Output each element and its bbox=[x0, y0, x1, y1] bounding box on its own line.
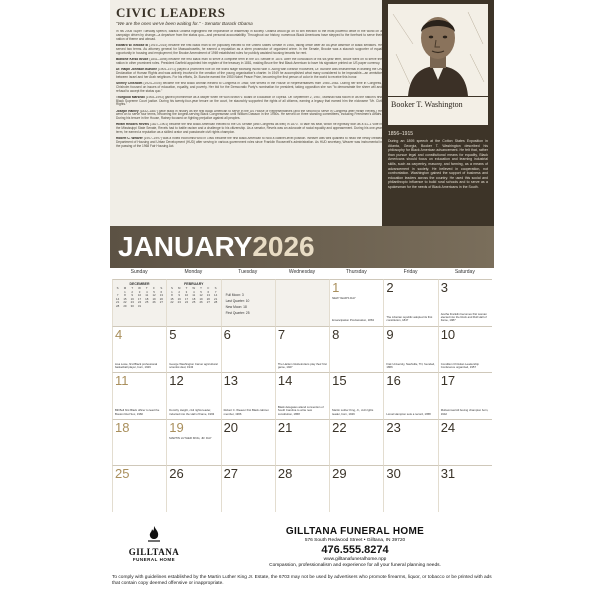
logo-subtitle: FUNERAL HOME bbox=[132, 557, 176, 562]
day-number: 15 bbox=[332, 373, 347, 389]
day-number: 10 bbox=[440, 326, 456, 342]
empty-day-cell bbox=[221, 279, 275, 326]
mini-dec-calendar bbox=[114, 282, 165, 309]
day-number: 30 bbox=[386, 466, 401, 482]
paragraph-leader-name: Robert C. Weaver bbox=[116, 137, 143, 141]
bio-name: Booker T. Washington bbox=[388, 97, 488, 125]
day-cell[interactable] bbox=[383, 419, 437, 466]
day-number: 25 bbox=[115, 466, 130, 482]
day-cell[interactable] bbox=[438, 465, 492, 512]
article-paragraph bbox=[116, 137, 382, 149]
day-cell[interactable] bbox=[166, 419, 220, 466]
mini-calendar-day bbox=[150, 305, 157, 309]
paragraph-leader-name: Shirley Chisholm bbox=[116, 81, 143, 85]
day-cell[interactable] bbox=[438, 419, 492, 466]
paragraph-text: (1908–1993) gained prominence as a lawyer when he won Brown v. Board of Education of Topeka. On September 2, 1967, Marshall was sworn in as the nation's first Black Supreme Court justice. During his twenty-four-year tenure on the court, he staunchly supported the rights of all citizens, earning a legacy that earned him the nickname "Mr. Civil Rights." bbox=[116, 95, 382, 107]
empty-day-cell bbox=[275, 279, 329, 326]
mini-calendar-weekday: S bbox=[160, 286, 163, 290]
day-cell[interactable] bbox=[275, 372, 329, 419]
paragraph-text: (1907–1997) was a noted economist who in 1966 became the first Black American to hold a cabinet-level position. Weaver was well qualified to head the newly created Department of Housing and Urban Development (HUD) after serving in various government roles since Franklin Roosevelt's administration. As HUD secretary, Weaver was instrumental in the passing of the 1968 Fair Housing Act. bbox=[116, 137, 382, 149]
mini-calendar-day: 23 bbox=[177, 300, 181, 305]
day-number: 26 bbox=[169, 466, 184, 482]
paragraph-leader-name: Joseph Rainey bbox=[116, 109, 139, 113]
moon-phases bbox=[226, 292, 250, 316]
sponsor-phone[interactable]: 476.555.8274 bbox=[321, 544, 389, 556]
logo-name: GILLTANA bbox=[128, 547, 180, 557]
mini-calendar-day: 8 bbox=[171, 293, 173, 298]
day-number: 16 bbox=[386, 373, 401, 389]
mini-calendar-day: 22 bbox=[123, 300, 127, 305]
mini-calendar-day: 23 bbox=[130, 300, 134, 305]
sponsor-website[interactable]: www.gilltanafuneralhome.npp bbox=[323, 557, 387, 562]
sponsor-logo bbox=[122, 526, 186, 566]
day-number: 12 bbox=[169, 373, 184, 389]
article-paragraph bbox=[116, 82, 382, 94]
mini-calendar-day: 10 bbox=[137, 293, 142, 298]
day-cell[interactable] bbox=[275, 465, 329, 512]
month-banner bbox=[110, 226, 494, 268]
article-title: CIVIC LEADERS bbox=[116, 5, 226, 20]
day-number: 1 bbox=[332, 280, 340, 295]
day-cell[interactable] bbox=[275, 326, 329, 373]
paragraph-text: (1924–2005) became the first Black woman elected to Congress in 1968; she served in the House of Representatives from 1969–1983. During her time in Congress, Chisholm focused on issues of education, equality, and poverty. Her bid for the Democratic Party's nomination for president, taking opposition she ran "to demonstrate the sheer will and refusal to accept the status quo." bbox=[116, 81, 382, 93]
mini-calendar-weekday: S bbox=[214, 286, 217, 290]
mini-calendar-day: 21 bbox=[214, 296, 218, 301]
day-note: Fisk University, Nashville, TN, founded, 1866 bbox=[386, 361, 435, 369]
mini-calendar-day: 8 bbox=[124, 293, 126, 298]
empty-day-cell bbox=[112, 279, 166, 326]
day-number: 14 bbox=[277, 373, 293, 389]
disclaimer-text: To comply with guidelines established by the Martin Luther King Jr. Estate, the 6703 may not be used by advertisers who promote firearms, liquor, or tobacco or be printed with ads that contain copy deemed offensive or inappropriate. bbox=[112, 575, 492, 587]
day-note: George Washington Carver agricultural scientist died, 1943 bbox=[169, 361, 218, 369]
mini-calendar-day: 3 bbox=[138, 289, 141, 294]
mini-calendar-weekday: W bbox=[138, 286, 141, 290]
mini-calendar-day: 18 bbox=[192, 296, 196, 301]
moon-phase: First Quarter: 25 bbox=[225, 311, 250, 315]
day-cell[interactable] bbox=[438, 279, 492, 326]
mini-calendar-day: 13 bbox=[159, 293, 163, 298]
sponsor-footer bbox=[110, 514, 494, 574]
moon-phase: New Moon: 18 bbox=[225, 305, 247, 309]
day-note: Condition Christian Leadership Conference organized, 1957 bbox=[440, 361, 479, 369]
day-number: 21 bbox=[277, 419, 293, 435]
mini-calendar-day: 6 bbox=[160, 289, 163, 294]
mini-feb-calendar bbox=[168, 282, 219, 305]
mini-calendar-day: 15 bbox=[123, 296, 127, 301]
mini-calendar-weekday: T bbox=[200, 286, 202, 290]
day-number: 3 bbox=[440, 280, 448, 295]
mini-calendar-weekday: S bbox=[170, 286, 173, 290]
day-note: Muhammad Ali boxing champion born, 1942 bbox=[440, 408, 489, 416]
day-cell[interactable] bbox=[329, 465, 383, 512]
sponsor-name: GILLTANA FUNERAL HOME bbox=[285, 526, 425, 537]
holiday-label: MARTIN LUTHER KING, JR. DAY bbox=[169, 435, 212, 440]
day-cell[interactable] bbox=[383, 372, 437, 419]
mini-calendar-day: 20 bbox=[159, 296, 163, 301]
day-cell[interactable] bbox=[221, 326, 275, 373]
moon-phase: Full Moon: 3 bbox=[225, 293, 244, 297]
mini-calendar-weekday: F bbox=[207, 286, 210, 290]
weekday-wednesday: Wednesday bbox=[288, 269, 316, 275]
month-title bbox=[118, 231, 315, 263]
day-number: 29 bbox=[332, 466, 347, 482]
day-cell[interactable] bbox=[275, 419, 329, 466]
day-number: 8 bbox=[332, 326, 340, 342]
weekday-tuesday: Tuesday bbox=[238, 269, 258, 275]
mini-calendar-day: 19 bbox=[152, 296, 156, 301]
mini-calendar-day: 24 bbox=[184, 300, 189, 305]
mini-calendar-day: 17 bbox=[184, 296, 189, 301]
day-number: 24 bbox=[440, 419, 456, 435]
mini-calendar-day: 31 bbox=[137, 303, 142, 308]
mini-calendar-day: 7 bbox=[116, 293, 119, 298]
empty-day-cell bbox=[166, 279, 220, 326]
mini-calendar-day: 22 bbox=[170, 300, 174, 305]
day-number: 19 bbox=[169, 419, 184, 435]
flame-icon bbox=[147, 526, 161, 542]
paragraph-text: (1841–1898) became the first Black man to serve a complete term in the US Senate in 1875. After the conclusion of his six-year term, Bruce went on to serve the nation in other prominent roles. President Garfield appointed him register of the treasury in 1881, making Bruce the first Black American to have his signature printed on US paper currency. bbox=[116, 57, 382, 65]
day-number: 27 bbox=[223, 466, 239, 482]
paragraph-leader-name: Hiram Rhodes Revels bbox=[116, 123, 150, 127]
mini-calendar-day: 16 bbox=[130, 296, 134, 301]
article-paragraph bbox=[116, 123, 382, 135]
bio-years: 1856–1915 bbox=[388, 131, 414, 137]
mini-calendar-day: 26 bbox=[152, 300, 156, 305]
day-cell[interactable] bbox=[383, 465, 437, 512]
day-cell[interactable] bbox=[221, 419, 275, 466]
mini-calendar-day: 24 bbox=[137, 300, 142, 305]
mini-calendar-day: 6 bbox=[207, 289, 210, 294]
mini-calendar-day: 16 bbox=[177, 296, 181, 301]
day-cell[interactable] bbox=[438, 326, 492, 373]
article-paragraph bbox=[116, 96, 382, 108]
mini-calendar-day: 28 bbox=[116, 303, 120, 308]
article-paragraph bbox=[116, 30, 382, 42]
month-name: JANUARY bbox=[118, 231, 253, 262]
day-note: Dorothy Height, civil rights leader, inducted into the Hall of Fame, 1993 bbox=[169, 408, 215, 416]
mini-calendar-day: 5 bbox=[153, 289, 155, 294]
day-cell[interactable] bbox=[383, 326, 437, 373]
mini-calendar-day: 3 bbox=[185, 289, 188, 294]
paragraph-text: (1904–1971) played a prominent role on the world stage following World War II. Along with Eleanor Roosevelt, Dr. Bunche was instrumental in drafting the UN Declaration of Human Rights and was actively involved in the creation of the young organization's charter. In 1949 he accomplished what many considered to be impossible—an armistice between Israel and her Arab neighbors. For his efforts, Dr. Bunche earned the 1950 Nobel Peace Prize, becoming the first person of color in the world to receive this honor. bbox=[116, 67, 382, 79]
mini-calendar-day: 21 bbox=[116, 300, 120, 305]
sponsor-tagline: Compassion, professionalism and experience for all your funeral planning needs. bbox=[269, 563, 441, 568]
bio-sidebar bbox=[382, 0, 494, 226]
mini-calendar-weekday: M bbox=[177, 286, 181, 290]
calendar-page bbox=[110, 0, 494, 600]
sponsor-info bbox=[230, 526, 480, 569]
mini-calendar-day: 28 bbox=[214, 300, 218, 305]
mini-calendar-day: 13 bbox=[206, 293, 210, 298]
day-note: Black delegates attend convention of South Carolina to write new constitution, 1868 bbox=[277, 405, 324, 416]
weekday-friday: Friday bbox=[403, 269, 418, 275]
mini-calendar-weekday: T bbox=[185, 286, 188, 290]
mini-calendar-day: 4 bbox=[192, 289, 195, 294]
paragraph-leader-name: Blanche Kelso Bruce bbox=[116, 57, 149, 61]
mini-calendar-weekday: W bbox=[192, 286, 196, 290]
civic-leaders-panel bbox=[110, 0, 494, 226]
day-note: Martin Luther King, Jr., civil rights leader, born, 1929 bbox=[332, 408, 374, 416]
mini-calendar-day: 19 bbox=[199, 296, 203, 301]
mini-calendar-day: 9 bbox=[131, 293, 133, 298]
mini-calendar-weekday: F bbox=[153, 286, 155, 290]
day-cell[interactable] bbox=[112, 326, 166, 373]
mini-calendar-day bbox=[143, 305, 150, 309]
holiday-label: NEW YEAR'S DAY bbox=[332, 296, 356, 300]
day-number: 7 bbox=[277, 326, 286, 342]
day-note: Aretha Franklin becomes first woman elected into the Rock and Roll Hall of Fame, 1987 bbox=[440, 311, 487, 323]
weekday-sunday: Sunday bbox=[130, 269, 148, 275]
mini-calendar-day: 4 bbox=[145, 289, 148, 294]
article-quote: "We are the ones we've been waiting for." - Senator Barack Obama bbox=[116, 21, 253, 26]
mini-calendar-day: 12 bbox=[152, 293, 156, 298]
day-number: 13 bbox=[223, 373, 239, 389]
day-cell[interactable] bbox=[166, 465, 220, 512]
paragraph-leader-name: Edward W. Brooke III bbox=[116, 43, 149, 47]
paragraph-text: In his 2008 Super Tuesday speech, Barack Obama highlighted the importance of leadership in society. Obama would go on to win election to the most powerful office in the world on a campaign driven by change—a departure from the status quo—and personal accountability. Throughout our history, numerous Black Americans have stepped to the forefront to serve their nation of theme and abroad. bbox=[116, 30, 382, 41]
mini-calendar-day: 11 bbox=[192, 293, 196, 298]
day-number: 6 bbox=[223, 326, 231, 342]
day-cell[interactable] bbox=[221, 372, 275, 419]
mini-calendar-day: 1 bbox=[171, 289, 173, 294]
day-note: Robert C. Weaver first Black cabinet member, 1966 bbox=[223, 408, 269, 416]
weekday-thursday: Thursday bbox=[345, 269, 367, 275]
mini-calendar-day: 18 bbox=[145, 296, 149, 301]
mini-calendar-day: 26 bbox=[199, 300, 203, 305]
day-cell[interactable] bbox=[166, 372, 220, 419]
mini-calendar-day: 14 bbox=[214, 293, 218, 298]
paragraph-text: (1832–1887) gave black in history as the first Black American to serve in the US House of Representatives (and the second to serve in Congress after Hiram Revels.) He went on to serve four terms, becoming the longest-serving Black Congressman until William Dawson in the 1950s. He served on three standing committees, including Freedmen's Affairs. During his tenure in the House, Rainey focused on fighting prejudice against all peoples. bbox=[116, 109, 382, 121]
sponsor-address: 576 South Redwood Street • Gilltana, IN 39720 bbox=[304, 538, 406, 543]
day-number: 31 bbox=[440, 466, 456, 482]
day-cell[interactable] bbox=[329, 279, 383, 326]
article-paragraph bbox=[116, 110, 382, 122]
day-number: 20 bbox=[223, 419, 239, 435]
mini-calendar-weekday: M bbox=[123, 286, 127, 290]
mini-calendar-day: 12 bbox=[199, 293, 203, 298]
day-number: 18 bbox=[115, 419, 130, 435]
mini-calendar-weekday: T bbox=[131, 286, 134, 290]
weekday-saturday: Saturday bbox=[454, 269, 475, 275]
mini-calendar-day: 2 bbox=[131, 289, 133, 294]
day-number: 22 bbox=[332, 419, 347, 435]
day-note: Bill Bell first Black officer to lead the Boston Red Sox, 1960 bbox=[115, 408, 160, 416]
mini-calendar-day: 25 bbox=[192, 300, 196, 305]
mini-calendar-day: 10 bbox=[184, 293, 189, 298]
day-number: 9 bbox=[386, 326, 394, 342]
mini-calendar-day: 5 bbox=[200, 289, 202, 294]
mini-calendar-day: 17 bbox=[137, 296, 142, 301]
article-paragraph bbox=[116, 68, 382, 80]
day-number: 11 bbox=[115, 373, 129, 389]
day-cell[interactable] bbox=[112, 372, 166, 419]
article-paragraph bbox=[116, 58, 382, 66]
day-cell[interactable] bbox=[329, 372, 383, 419]
day-cell[interactable] bbox=[221, 465, 275, 512]
bio-text: During an 1895 speech at the Cotton States Exposition in Atlanta, Georgia, Booker T. Washington described his philosophy for Black American advancement. He felt that, rather than pursue legal and constitutional means for equality, Black Americans should focus on education and learning industrial skills, such as carpentry, masonry, and farming, as a means of advancement in society. He believed in cooperation, not confrontation. Washington gained the support of business and education leaders across the country. He used this social and philanthropic influence to build rural schools and to serve as a spokesman for the needs of Black Americans in the South. bbox=[388, 139, 488, 189]
day-note: Lionel Hampton sets a record, 1958 bbox=[386, 411, 431, 416]
day-number: 23 bbox=[386, 419, 401, 435]
day-cell[interactable] bbox=[383, 279, 437, 326]
day-note: Emancipation Proclamation, 1863 bbox=[332, 318, 374, 323]
mini-calendar-day: 20 bbox=[206, 296, 210, 301]
article-paragraphs bbox=[116, 30, 382, 149]
day-number: 17 bbox=[440, 373, 456, 389]
civic-leaders-article bbox=[116, 6, 382, 220]
portrait-illustration bbox=[388, 4, 488, 96]
mini-calendar-title: FEBRUARY bbox=[184, 282, 204, 286]
paragraph-text: (1827–1901) became the first Black American elected to the US Senate (and Congress as well) in 1870. To take his seat, which he rightfully won as a 41–1 vote in the Mississippi State Senate, Revels had to battle racism and a challenge to his citizenship. As a senator, Revels was an advocate of racial equality and appeasement. During his one-year term, he earned a reputation as a skilled orator and passionate civil rights champion. bbox=[116, 123, 382, 135]
mini-calendar-day: 14 bbox=[116, 296, 120, 301]
mini-calendar-day: 30 bbox=[130, 303, 134, 308]
paragraph-leader-name: Dr. Ralph Johnson Bunche bbox=[116, 67, 157, 71]
mini-calendar-weekday: T bbox=[145, 286, 148, 290]
day-cell[interactable] bbox=[438, 372, 492, 419]
mini-calendar-day: 15 bbox=[170, 296, 174, 301]
day-number: 2 bbox=[386, 280, 394, 295]
mini-calendar-day: 2 bbox=[178, 289, 180, 294]
article-paragraph bbox=[116, 44, 382, 56]
mini-calendar-day: 27 bbox=[206, 300, 210, 305]
day-cell[interactable] bbox=[329, 326, 383, 373]
day-number: 5 bbox=[169, 326, 177, 342]
mini-calendar-day: 7 bbox=[214, 289, 217, 294]
day-cell[interactable] bbox=[166, 326, 220, 373]
moon-phase: Last Quarter: 10 bbox=[225, 299, 250, 303]
mini-calendar-day: 1 bbox=[124, 289, 126, 294]
day-cell[interactable] bbox=[112, 419, 166, 466]
day-note: The Liberian republic adopted its first constitution, 1847 bbox=[386, 315, 433, 323]
mini-calendar-day: 11 bbox=[145, 293, 149, 298]
mini-calendar-weekday: S bbox=[116, 286, 119, 290]
mini-calendar-day bbox=[158, 305, 165, 309]
mini-calendar-day: 27 bbox=[159, 300, 163, 305]
calendar-grid bbox=[112, 279, 492, 512]
weekday-monday: Monday bbox=[184, 269, 203, 275]
mini-calendar-day: 29 bbox=[123, 303, 127, 308]
day-cell[interactable] bbox=[329, 419, 383, 466]
mini-calendar-day: 25 bbox=[145, 300, 149, 305]
mini-calendar-title: DECEMBER bbox=[129, 282, 150, 286]
month-year: 2026 bbox=[252, 231, 315, 262]
paragraph-leader-name: Thurgood Marshall bbox=[116, 95, 145, 99]
day-note: The Harlem Globetrotters play their first game, 1927 bbox=[277, 361, 327, 369]
mini-calendar-day: 9 bbox=[178, 293, 180, 298]
day-cell[interactable] bbox=[112, 465, 166, 512]
paragraph-text: (1919–2015) became the first Black man to be popularly elected to the United States Senate in 1966, taking office after an 85-year absence of Black senators. He served two terms. As attorney general for Massachusetts, he earned a reputation as a stern prosecutor of organized crime. In the Senate, Brooke was a staunch supporter of equal opportunity in housing and employment; the Brooke Amendment of 1969 established rules for publicly assisted housing tenants for rent. bbox=[116, 43, 382, 55]
day-number: 4 bbox=[115, 326, 123, 342]
day-note: Lisa Lowe, first Black professional basketball player, born, 1926 bbox=[115, 361, 158, 369]
day-number: 28 bbox=[277, 466, 293, 482]
